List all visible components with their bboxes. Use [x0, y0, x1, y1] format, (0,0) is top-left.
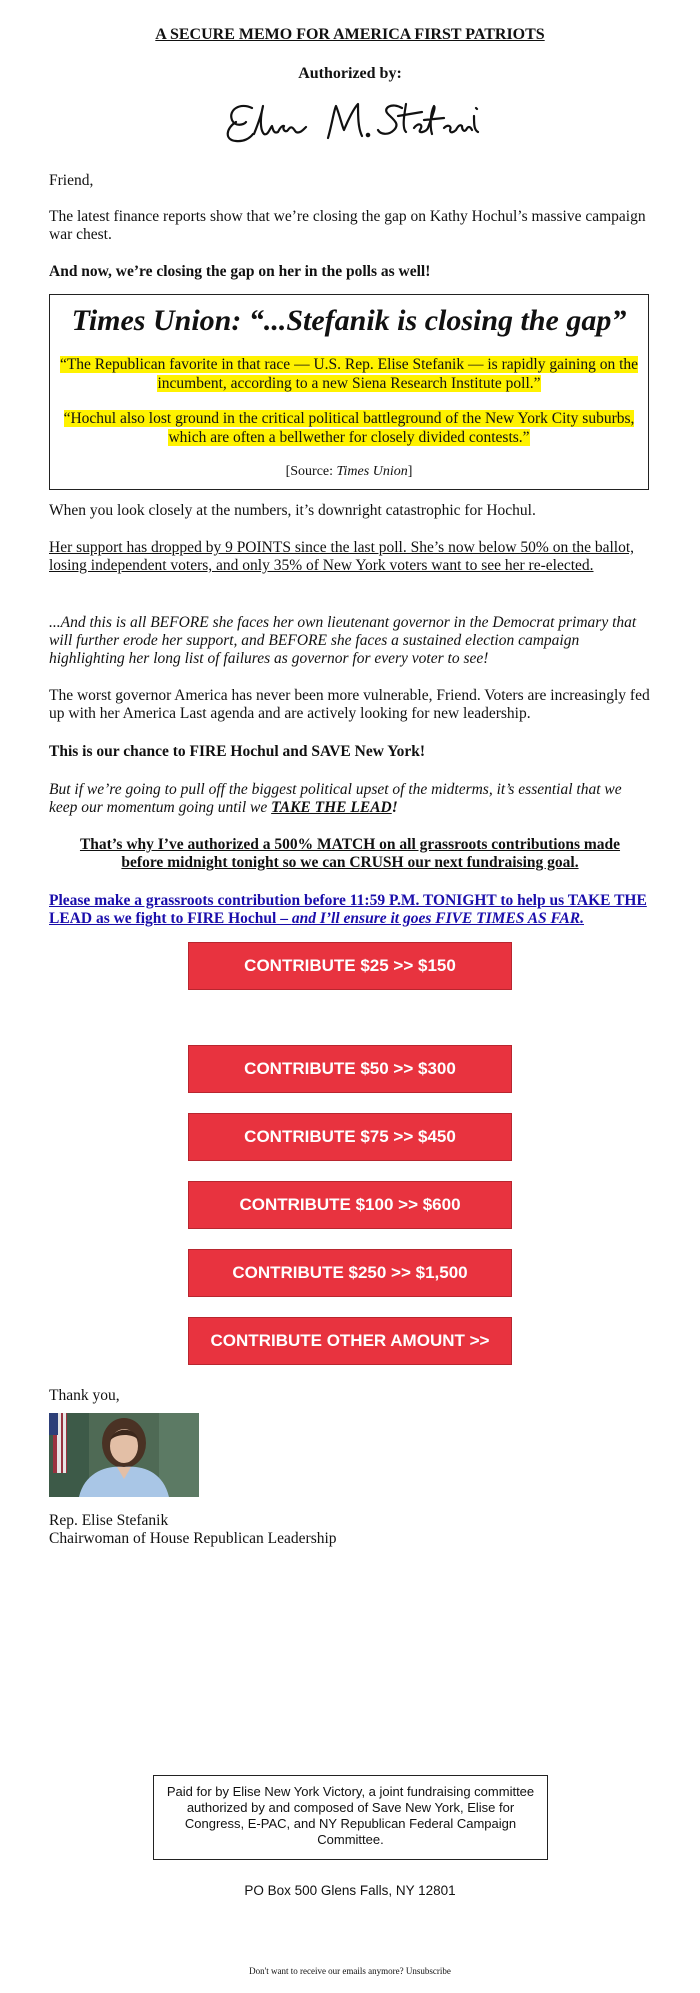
mailing-address: PO Box 500 Glens Falls, NY 12801	[244, 1883, 456, 1898]
contribute-75-button[interactable]: CONTRIBUTE $75 >> $450	[188, 1113, 512, 1161]
paragraph-vulnerable: The worst governor America has never been more vulnerable, Friend. Voters are increasingly fed up with her America Last agenda and are actively looking for new leadership.	[49, 687, 650, 722]
contribute-100-button[interactable]: CONTRIBUTE $100 >> $600	[188, 1181, 512, 1229]
contribute-link-text: Please make a grassroots contribution before 11:59 P.M. TONIGHT to help us TAKE THE LEAD as we fight to FIRE Hochul –	[49, 892, 647, 927]
stefanik-photo	[49, 1413, 199, 1497]
paragraph-momentum	[49, 781, 651, 817]
source-suffix: ]	[407, 464, 413, 479]
contribute-25-button[interactable]: CONTRIBUTE $25 >> $150	[188, 942, 512, 990]
signer-role: Chairwoman of House Republican Leadership	[49, 1530, 337, 1547]
quote-2-text: “Hochul also lost ground in the critical political battleground of the New York City suburbs, which are often a bellwether for closely divided contests.”	[63, 410, 635, 446]
paragraph-before: ...And this is all BEFORE she faces her own lieutenant governor in the Democrat primary that will further erode her support, and BEFORE she faces a sustained election campaign highlighting her long list of failures as governor for every voter to see!	[49, 614, 637, 667]
contribute-link[interactable]	[49, 892, 651, 928]
authorized-by-label: Authorized by:	[298, 65, 402, 82]
paid-for-box: Paid for by Elise New York Victory, a joint fundraising committee authorized by and composed of Save New York, Elise for Congress, E-PAC, and NY Republican Federal Campaign Committee.	[153, 1775, 548, 1860]
take-the-lead-emphasis: TAKE THE LEAD	[271, 799, 392, 816]
memo-title: A SECURE MEMO FOR AMERICA FIRST PATRIOTS	[155, 26, 545, 43]
paragraph-catastrophic: When you look closely at the numbers, it’s downright catastrophic for Hochul.	[49, 502, 536, 519]
source-prefix: [Source:	[285, 464, 337, 479]
unsubscribe-link[interactable]: Don't want to receive our emails anymore? Unsubscribe	[249, 1966, 451, 1976]
contribute-250-button[interactable]: CONTRIBUTE $250 >> $1,500	[188, 1249, 512, 1297]
quote-1	[50, 355, 648, 393]
paragraph-support-dropped: Her support has dropped by 9 POINTS since the last poll. She’s now below 50% on the ballot, losing independent voters, and only 35% of New York voters want to see her re-elected.	[49, 539, 635, 574]
signature-image	[222, 94, 484, 150]
paragraph-match: That’s why I’ve authorized a 500% MATCH on all grassroots contributions made before midnight tonight so we can CRUSH our next fundraising goal.	[79, 836, 621, 871]
quote-2	[50, 409, 648, 447]
signer-name: Rep. Elise Stefanik	[49, 1512, 169, 1529]
contribute-other-button[interactable]: CONTRIBUTE OTHER AMOUNT >>	[188, 1317, 512, 1365]
quote-1-text: “The Republican favorite in that race — U.S. Rep. Elise Stefanik — is rapidly gaining on the incumbent, according to a new Siena Research Institute poll.”	[59, 356, 639, 392]
quote-box	[49, 294, 649, 490]
paragraph-fire-hochul: This is our chance to FIRE Hochul and SAVE New York!	[49, 743, 426, 760]
momentum-text: But if we’re going to pull off the biggest political upset of the midterms, it’s essential that we keep our momentum going until we	[49, 781, 622, 816]
paragraph-finance: The latest finance reports show that we’re closing the gap on Kathy Hochul’s massive campaign war chest.	[49, 208, 646, 243]
contribute-link-italic: and I’ll ensure it goes FIVE TIMES AS FAR.	[291, 910, 585, 927]
greeting: Friend,	[49, 172, 94, 189]
thank-you: Thank you,	[49, 1387, 120, 1404]
contribute-50-button[interactable]: CONTRIBUTE $50 >> $300	[188, 1045, 512, 1093]
quote-box-title: Times Union: “...Stefanik is closing the gap”	[71, 304, 627, 337]
source-name: Times Union	[336, 464, 408, 479]
quote-source	[50, 462, 648, 481]
momentum-end: !	[391, 799, 398, 816]
paragraph-polls: And now, we’re closing the gap on her in the polls as well!	[49, 263, 431, 280]
